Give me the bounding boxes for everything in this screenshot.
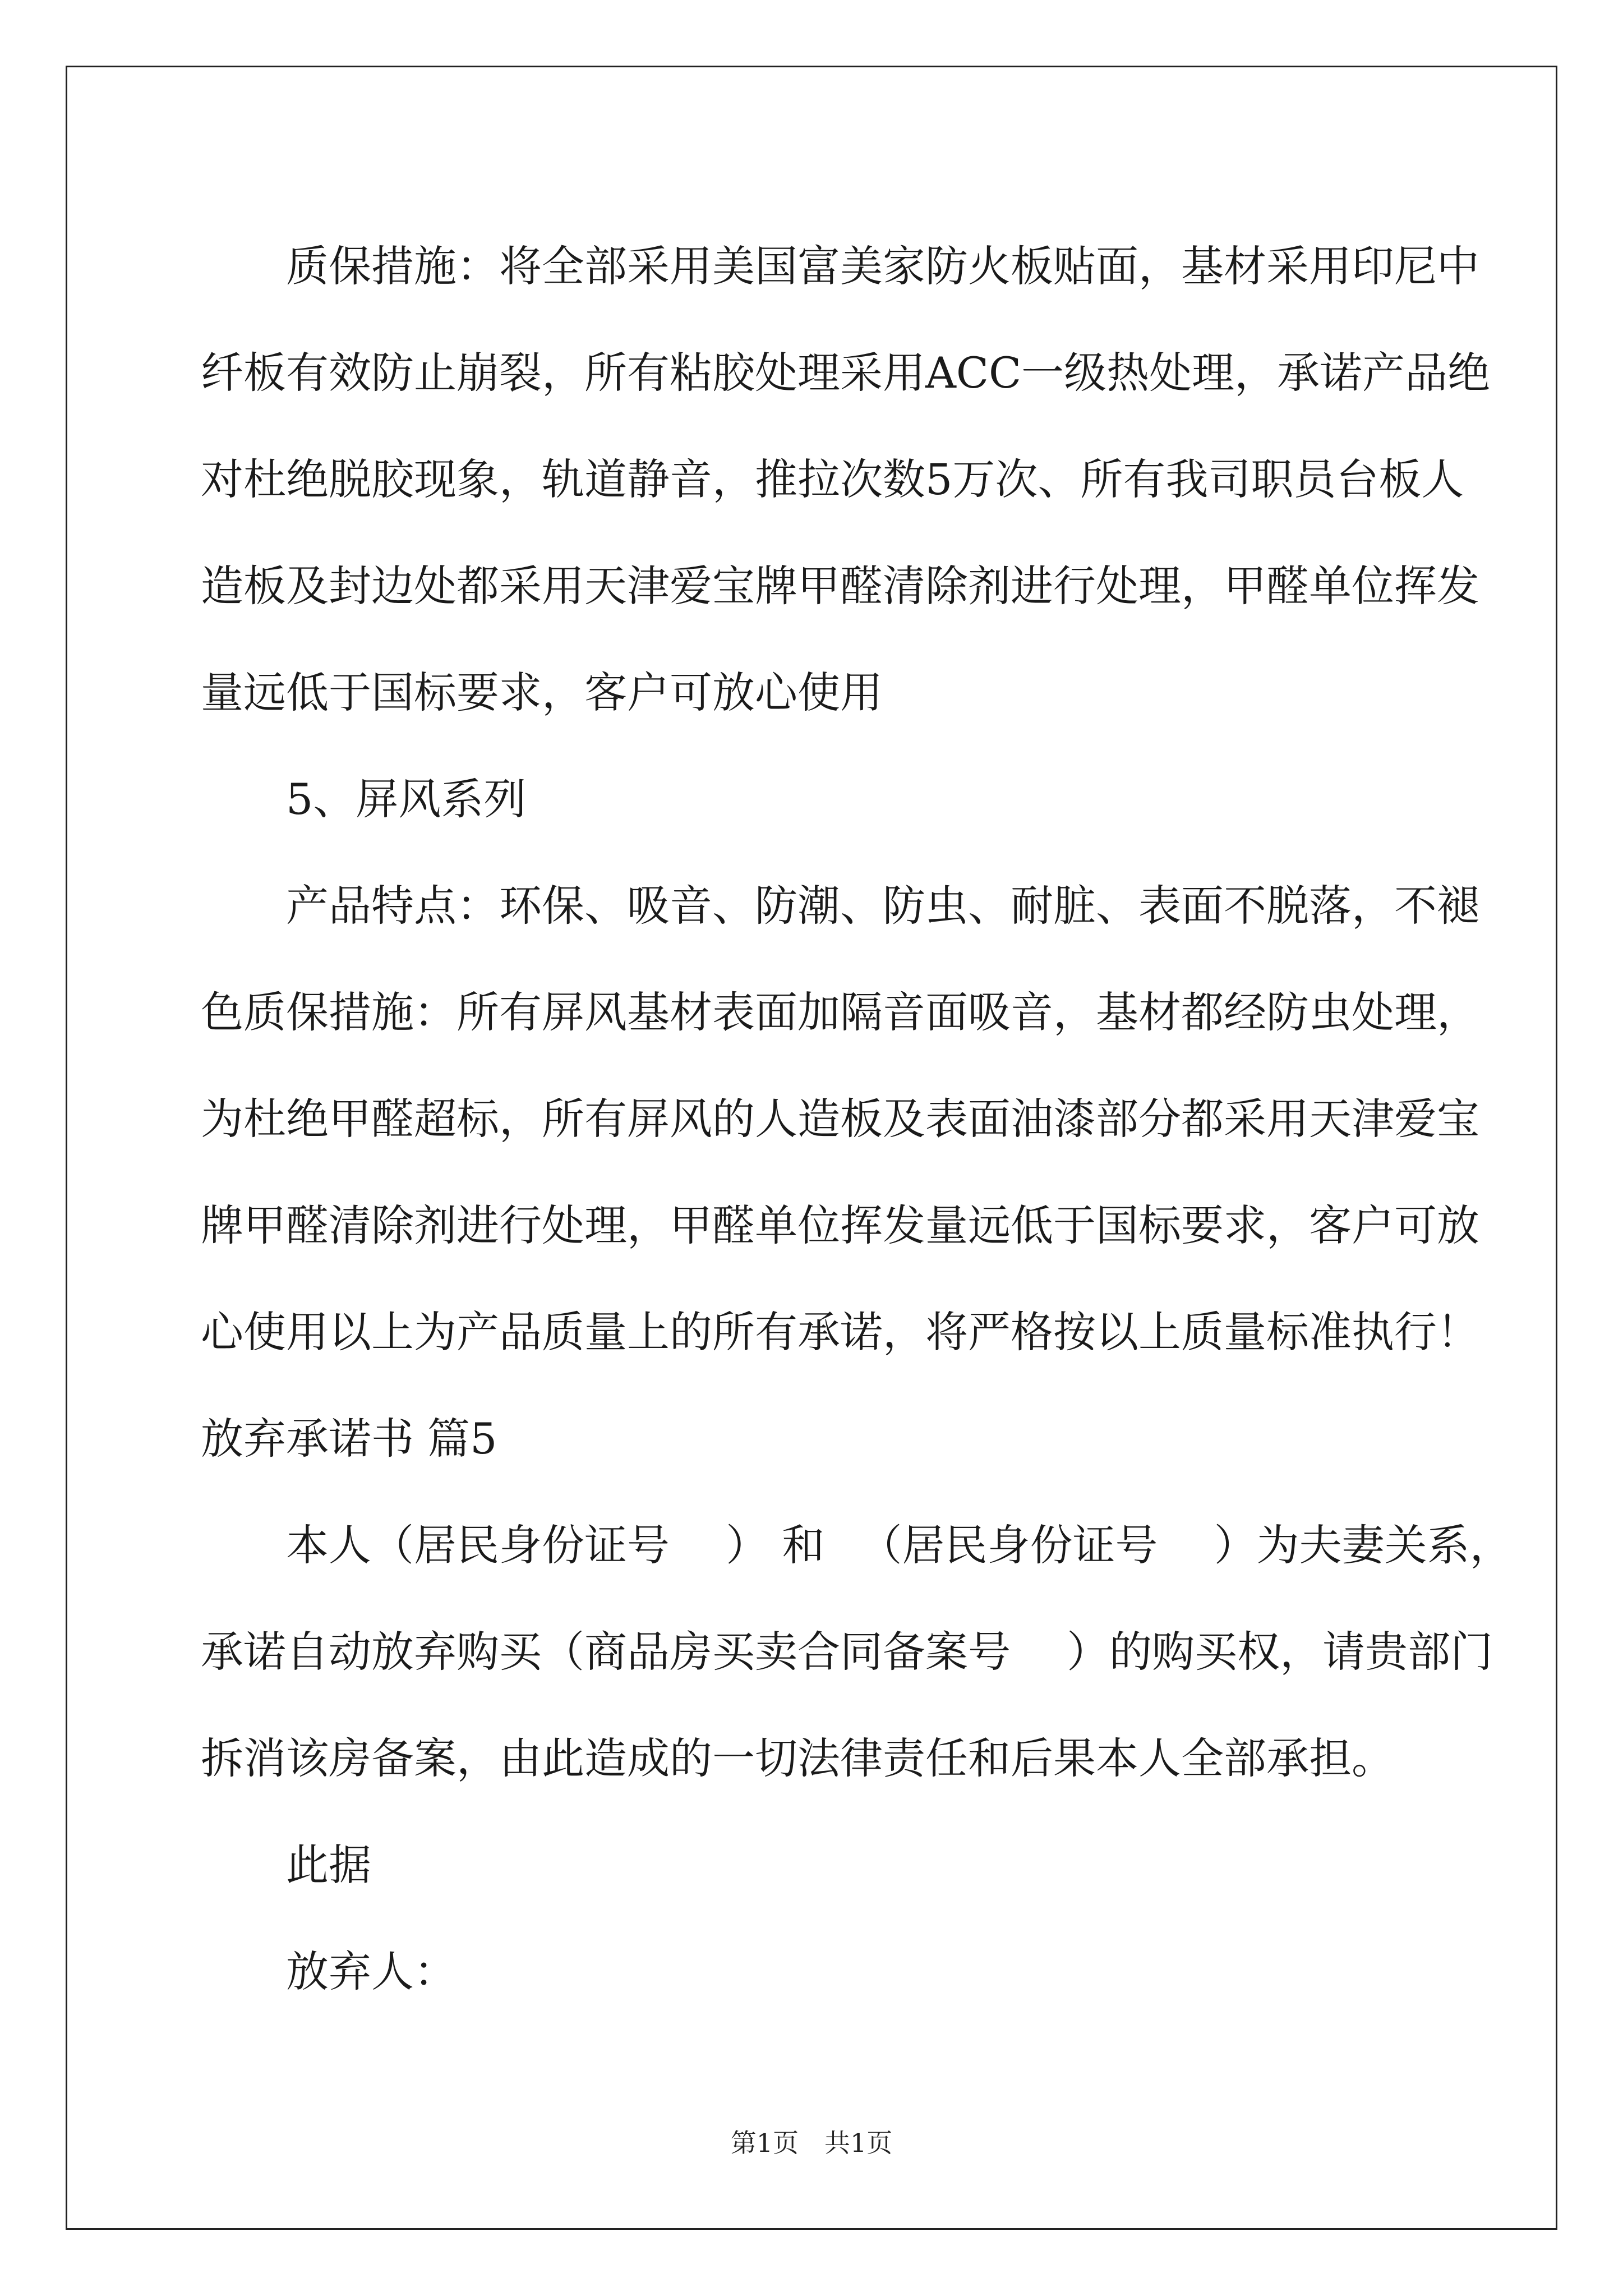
body-line: 承诺自动放弃购买（商品房买卖合同备案号 ）的购买权，请贵部门 [201,1627,1493,1677]
body-line: 拆消该房备案，由此造成的一切法律责任和后果本人全部承担。 [201,1733,1394,1783]
body-line: 牌甲醛清除剂进行处理，甲醛单位挥发量远低于国标要求，客户可放 [201,1200,1479,1250]
body-line: 量远低于国标要求，客户可放心使用 [201,668,883,717]
body-line: 为杜绝甲醛超标，所有屏风的人造板及表面油漆部分都采用天津爱宝 [201,1094,1479,1144]
body-line: 对杜绝脱胶现象，轨道静音，推拉次数5万次、所有我司职员台板人 [201,454,1464,504]
body-line: 造板及封边处都采用天津爱宝牌甲醛清除剂进行处理，甲醛单位挥发 [201,561,1479,611]
body-line: 此据 [201,1840,371,1890]
body-line: 本人（居民身份证号 ） 和 （居民身份证号 ）为夫妻关系， [201,1520,1513,1570]
page-footer: 第1页 共1页 [730,2128,893,2158]
body-line: 色质保措施：所有屏风基材表面加隔音面吸音，基材都经防虫处理， [201,987,1479,1037]
body-line: 心使用以上为产品质量上的所有承诺，将严格按以上质量标准执行！ [201,1307,1479,1357]
body-line: 纤板有效防止崩裂，所有粘胶处理采用ACC一级热处理，承诺产品绝 [201,348,1491,398]
body-line: 产品特点：环保、吸音、防潮、防虫、耐脏、表面不脱落，不褪 [201,881,1479,931]
section-heading: 5、屏风系列 [201,774,527,824]
signature-label: 放弃人： [201,1947,457,1996]
document-body [201,213,1513,2025]
body-line: 质保措施：将全部采用美国富美家防火板贴面，基材采用印尼中 [201,241,1479,291]
document-title: 放弃承诺书 篇5 [201,1414,497,1464]
